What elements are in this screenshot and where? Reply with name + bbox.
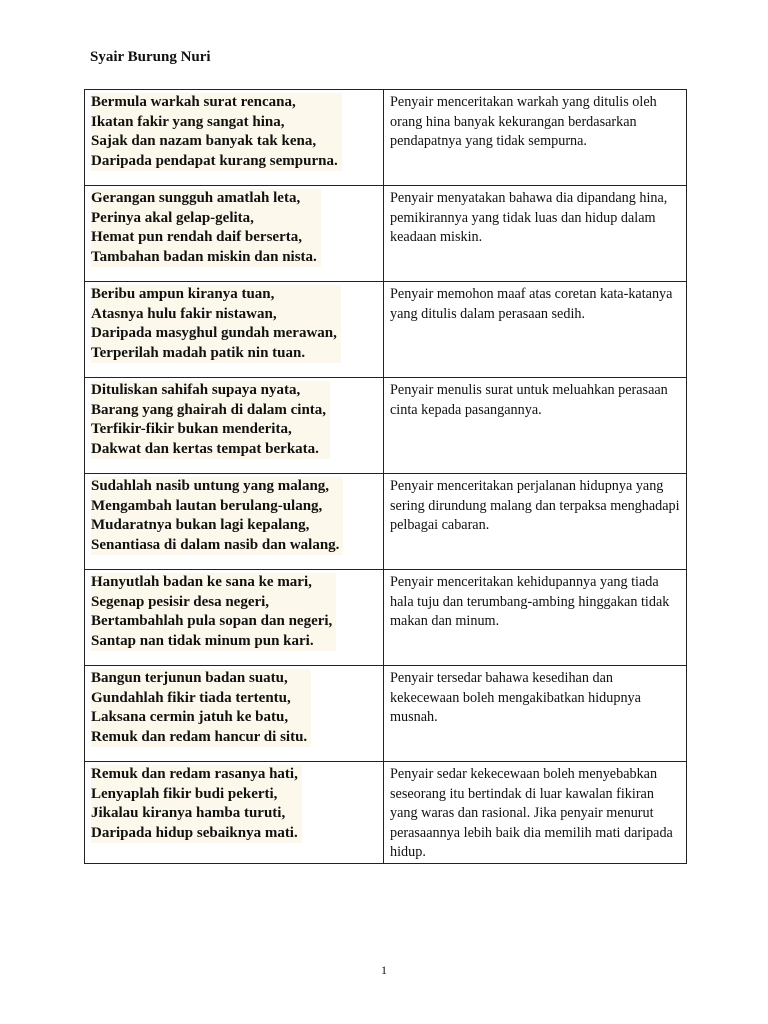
stanza-line: Daripada hidup sebaiknya mati.	[91, 824, 298, 841]
stanza-line: Mengambah lautan berulang-ulang,	[91, 497, 323, 514]
stanza-line: Atasnya hulu fakir nistawan,	[91, 305, 277, 322]
stanza-line: Sajak dan nazam banyak tak kena,	[91, 133, 317, 149]
stanza-cell	[85, 570, 384, 666]
stanza-line: Laksana cermin jatuh ke batu,	[91, 709, 289, 725]
stanza-text	[91, 381, 330, 459]
stanza-line: Remuk dan redam hancur di situ.	[91, 728, 308, 745]
table-row	[85, 762, 687, 864]
meaning-text: Penyair menyatakan bahawa dia dipandang hina, pemikirannya yang tidak luas dan hidup dalam keadaan miskin.	[390, 190, 668, 245]
stanza-line: Daripada masyghul gundah merawan,	[91, 325, 337, 341]
stanza-line: Gundahlah fikir tiada tertentu,	[91, 689, 291, 706]
stanza-line: Dituliskan sahifah supaya nyata,	[91, 382, 301, 398]
page-number: 1	[381, 963, 387, 977]
stanza-line: Hemat pun rendah daif berserta,	[91, 229, 302, 245]
stanza-cell	[85, 666, 384, 762]
stanza-text	[91, 189, 321, 267]
stanza-line: Terfikir-fikir bukan menderita,	[91, 421, 292, 437]
meaning-cell	[384, 666, 687, 762]
table-row	[85, 282, 687, 378]
stanza-text	[91, 477, 343, 555]
table-row	[85, 90, 687, 186]
stanza-line: Terperilah madah patik nin tuan.	[91, 344, 306, 361]
meaning-cell	[384, 570, 687, 666]
meaning-cell	[384, 186, 687, 282]
stanza-line: Bertambahlah pula sopan dan negeri,	[91, 613, 333, 629]
stanza-line: Barang yang ghairah di dalam cinta,	[91, 401, 327, 418]
stanza-cell	[85, 282, 384, 378]
meaning-text: Penyair menceritakan warkah yang ditulis oleh orang hina banyak kekurangan berdasarkan pendapatnya yang tidak sempurna.	[390, 94, 657, 149]
stanza-text	[91, 93, 342, 171]
stanza-line: Hanyutlah badan ke sana ke mari,	[91, 574, 312, 590]
stanza-line: Santap nan tidak minum pun kari.	[91, 632, 314, 649]
meaning-cell	[384, 474, 687, 570]
table-row	[85, 570, 687, 666]
stanza-line: Segenap pesisir desa negeri,	[91, 593, 270, 610]
stanza-line: Perinya akal gelap-gelita,	[91, 209, 254, 226]
table-row	[85, 378, 687, 474]
stanza-cell	[85, 762, 384, 864]
stanza-line: Daripada pendapat kurang sempurna.	[91, 152, 338, 169]
page-title: Syair Burung Nuri	[90, 49, 211, 65]
stanza-text	[91, 669, 311, 747]
stanza-line: Sudahlah nasib untung yang malang,	[91, 478, 330, 494]
stanza-line: Mudaratnya bukan lagi kepalang,	[91, 517, 310, 533]
stanza-text	[91, 285, 341, 363]
meaning-text: Penyair menceritakan kehidupannya yang tiada hala tuju dan terumbang-ambing hinggakan tidak makan dan minum.	[390, 574, 670, 629]
stanza-cell	[85, 378, 384, 474]
stanza-line: Remuk dan redam rasanya hati,	[91, 766, 298, 782]
stanza-text	[91, 765, 302, 843]
meaning-text: Penyair tersedar bahawa kesedihan dan kekecewaan boleh mengakibatkan hidupnya musnah.	[390, 670, 641, 725]
syair-table	[84, 89, 687, 864]
meaning-cell	[384, 90, 687, 186]
meaning-text: Penyair memohon maaf atas coretan kata-katanya yang ditulis dalam perasaan sedih.	[390, 286, 673, 322]
stanza-line: Tambahan badan miskin dan nista.	[91, 248, 317, 265]
meaning-cell	[384, 378, 687, 474]
table-row	[85, 186, 687, 282]
stanza-line: Beribu ampun kiranya tuan,	[91, 286, 275, 302]
meaning-text: Penyair menceritakan perjalanan hidupnya yang sering dirundung malang dan terpaksa menghadapi pelbagai cabaran.	[390, 478, 680, 533]
stanza-line: Lenyaplah fikir budi pekerti,	[91, 785, 278, 802]
meaning-cell	[384, 282, 687, 378]
table-row	[85, 666, 687, 762]
stanza-line: Ikatan fakir yang sangat hina,	[91, 113, 285, 130]
stanza-cell	[85, 474, 384, 570]
stanza-line: Bermula warkah surat rencana,	[91, 94, 296, 110]
stanza-line: Jikalau kiranya hamba turuti,	[91, 805, 286, 821]
meaning-text: Penyair menulis surat untuk meluahkan perasaan cinta kepada pasangannya.	[390, 382, 668, 418]
table-row	[85, 474, 687, 570]
stanza-line: Bangun terjunun badan suatu,	[91, 670, 288, 686]
stanza-text	[91, 573, 336, 651]
stanza-line: Gerangan sungguh amatlah leta,	[91, 190, 301, 206]
stanza-line: Dakwat dan kertas tempat berkata.	[91, 440, 319, 457]
stanza-line: Senantiasa di dalam nasib dan walang.	[91, 536, 340, 553]
meaning-cell	[384, 762, 687, 864]
stanza-cell	[85, 186, 384, 282]
meaning-text: Penyair sedar kekecewaan boleh menyebabkan seseorang itu bertindak di luar kawalan fikiran yang waras dan rasional. Jika penyair menurut perasaannya lebih baik dia memilih mati daripada hidup.	[390, 766, 673, 860]
stanza-cell	[85, 90, 384, 186]
